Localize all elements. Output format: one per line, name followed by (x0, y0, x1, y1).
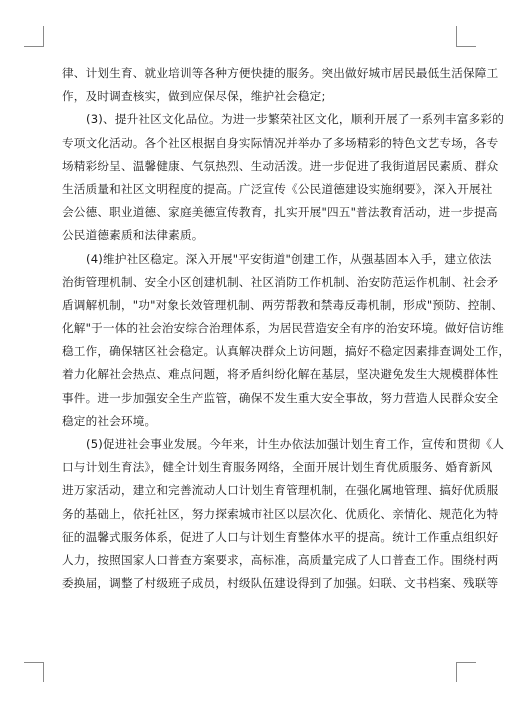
text-line: 化解"于一体的社会治安综合治理体系，为居民营造安全有序的治安环境。做好信访维 (62, 321, 504, 336)
text-line: 稳定的社会环境。 (62, 413, 157, 428)
paragraph-stability (62, 248, 510, 434)
text-line: 事件。进一步加强安全生产监管，确保不发生重大安全事故，努力营造人民群众安全 (62, 390, 499, 405)
text-line: 公民道德素质和法律素质。 (62, 228, 204, 243)
text-line: 口与计划生育法》，健全计划生育服务网络，全面开展计划生育优质服务、婚育新风 (62, 460, 493, 475)
paragraph-culture (62, 108, 505, 247)
paragraph-intro-continuation (62, 62, 499, 108)
text-line: (4)维护社区稳定。深入开展"平安街道"创建工作，从强基固本入手，建立依法 (86, 251, 492, 266)
crop-mark-bottom-left-v (43, 662, 44, 682)
text-line: 会公德、职业道德、家庭美德宣传教育，扎实开展"四五"普法教育活动，进一步提高 (62, 205, 498, 220)
text-line: 委换届，调整了村级班子成员，村级队伍建设得到了加强。妇联、文书档案、残联等 (62, 576, 499, 591)
text-line: 场精彩纷呈、温馨健康、气氛热烈、生动活泼。进一步促进了我街道居民素质、群众 (62, 158, 499, 173)
text-line: 稳工作，确保辖区社会稳定。认真解决群众上访问题，搞好不稳定因素排查调处工作， (62, 344, 510, 359)
text-line: 征的温馨式服务体系，促进了人口与计划生育整体水平的提高。统计工作重点组织好 (62, 529, 499, 544)
crop-mark-bottom-left-h (24, 662, 44, 663)
text-line: 进万家活动，建立和完善流动人口计划生育管理机制，在强化属地管理、搞好优质服 (62, 483, 499, 498)
text-line: 专项文化活动。各个社区根据自身实际情况并举办了多场精彩的特色文艺专场，各专 (62, 135, 499, 150)
crop-mark-bottom-right-v (456, 662, 457, 682)
crop-mark-bottom-right-h (456, 662, 476, 663)
crop-mark-top-right-v (456, 26, 457, 46)
text-line: 律、计划生育、就业培训等各种方便快捷的服务。突出做好城市居民最低生活保障工 (62, 66, 499, 80)
paragraph-social-affairs (62, 433, 505, 595)
text-line: (3)、提升社区文化品位。为进一步繁荣社区文化，顺利开展了一系列丰富多彩的 (86, 112, 505, 127)
text-line: 务的基础上，依托社区，努力探索城市社区以层次化、优质化、亲情化、规范化为特 (62, 506, 499, 521)
text-line: 生活质量和社区文明程度的提高。广泛宣传《公民道德建设实施纲要》，深入开展社 (62, 181, 493, 196)
crop-mark-top-right-h (456, 46, 476, 47)
text-line: 治街管理机制、安全小区创建机制、社区消防工作机制、治安防范运作机制、社会矛 (62, 274, 499, 289)
document-body (62, 62, 510, 595)
text-line: 作，及时调查核实，做到应保尽保，维护社会稳定; (62, 89, 326, 104)
crop-mark-top-left-v (43, 26, 44, 46)
crop-mark-top-left-h (24, 46, 44, 47)
text-line: 盾调解机制，"功"对象长效管理机制、两劳帮教和禁毒反毒机制，形成"预防、控制、 (62, 297, 504, 312)
text-line: (5)促进社会事业发展。今年来，计生办依法加强计划生育工作，宣传和贯彻《人 (86, 437, 505, 451)
text-line: 人力，按照国家人口普查方案要求，高标准，高质量完成了人口普查工作。围绕村两 (62, 552, 499, 567)
text-line: 着力化解社会热点、难点问题，将矛盾纠纷化解在基层，坚决避免发生大规模群体性 (62, 367, 499, 382)
